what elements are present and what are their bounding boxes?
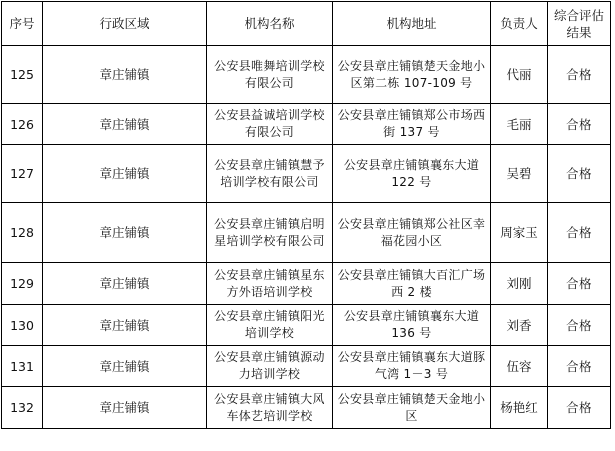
row-person-in-charge: 刘香	[491, 305, 548, 346]
row-index: 130	[2, 305, 43, 346]
header-district: 行政区域	[43, 2, 207, 46]
row-index: 132	[2, 387, 43, 429]
table-row	[2, 46, 611, 104]
row-person-in-charge: 毛丽	[491, 104, 548, 145]
row-result: 合格	[548, 145, 611, 203]
row-org-address: 公安县章庄铺镇襄东大道豚气湾 1－3 号	[333, 346, 491, 387]
row-district: 章庄铺镇	[43, 387, 207, 429]
table-row	[2, 263, 611, 305]
row-org-name: 公安县唯舞培训学校有限公司	[207, 46, 333, 104]
row-org-address: 公安县章庄铺镇襄东大道 122 号	[333, 145, 491, 203]
header-person-in-charge: 负责人	[491, 2, 548, 46]
row-org-name: 公安县章庄铺镇星东方外语培训学校	[207, 263, 333, 305]
table-row	[2, 305, 611, 346]
row-person-in-charge: 周家玉	[491, 203, 548, 263]
row-org-address: 公安县章庄铺镇楚天金地小区	[333, 387, 491, 429]
row-org-name: 公安县益诚培训学校有限公司	[207, 104, 333, 145]
row-index: 125	[2, 46, 43, 104]
row-org-name: 公安县章庄铺镇大风车体艺培训学校	[207, 387, 333, 429]
row-result: 合格	[548, 104, 611, 145]
row-index: 126	[2, 104, 43, 145]
row-index: 128	[2, 203, 43, 263]
table-row	[2, 104, 611, 145]
row-district: 章庄铺镇	[43, 263, 207, 305]
row-result: 合格	[548, 346, 611, 387]
row-org-name: 公安县章庄铺镇阳光培训学校	[207, 305, 333, 346]
table-row	[2, 346, 611, 387]
row-person-in-charge: 刘刚	[491, 263, 548, 305]
row-index: 127	[2, 145, 43, 203]
row-index: 129	[2, 263, 43, 305]
row-org-address: 公安县章庄铺镇楚天金地小区第二栋 107-109 号	[333, 46, 491, 104]
row-result: 合格	[548, 387, 611, 429]
row-index: 131	[2, 346, 43, 387]
header-org-name: 机构名称	[207, 2, 333, 46]
row-org-address: 公安县章庄铺镇襄东大道 136 号	[333, 305, 491, 346]
row-district: 章庄铺镇	[43, 145, 207, 203]
row-district: 章庄铺镇	[43, 46, 207, 104]
header-index: 序号	[2, 2, 43, 46]
row-result: 合格	[548, 305, 611, 346]
table-row	[2, 145, 611, 203]
row-district: 章庄铺镇	[43, 305, 207, 346]
row-org-name: 公安县章庄铺镇慧予培训学校有限公司	[207, 145, 333, 203]
row-org-name: 公安县章庄铺镇启明星培训学校有限公司	[207, 203, 333, 263]
row-district: 章庄铺镇	[43, 346, 207, 387]
row-result: 合格	[548, 46, 611, 104]
row-person-in-charge: 杨艳红	[491, 387, 548, 429]
row-org-address: 公安县章庄铺镇郑公市场西街 137 号	[333, 104, 491, 145]
row-org-address: 公安县章庄铺镇大百汇广场西 2 楼	[333, 263, 491, 305]
table-row	[2, 203, 611, 263]
row-district: 章庄铺镇	[43, 104, 207, 145]
row-result: 合格	[548, 263, 611, 305]
table-row	[2, 387, 611, 429]
organization-table	[1, 1, 611, 429]
row-result: 合格	[548, 203, 611, 263]
row-org-name: 公安县章庄铺镇源动力培训学校	[207, 346, 333, 387]
header-org-address: 机构地址	[333, 2, 491, 46]
table-header-row	[2, 2, 611, 46]
row-person-in-charge: 伍容	[491, 346, 548, 387]
header-assessment-result: 综合评估结果	[548, 2, 611, 46]
row-person-in-charge: 吴碧	[491, 145, 548, 203]
row-person-in-charge: 代丽	[491, 46, 548, 104]
row-district: 章庄铺镇	[43, 203, 207, 263]
row-org-address: 公安县章庄铺镇郑公社区幸福花园小区	[333, 203, 491, 263]
